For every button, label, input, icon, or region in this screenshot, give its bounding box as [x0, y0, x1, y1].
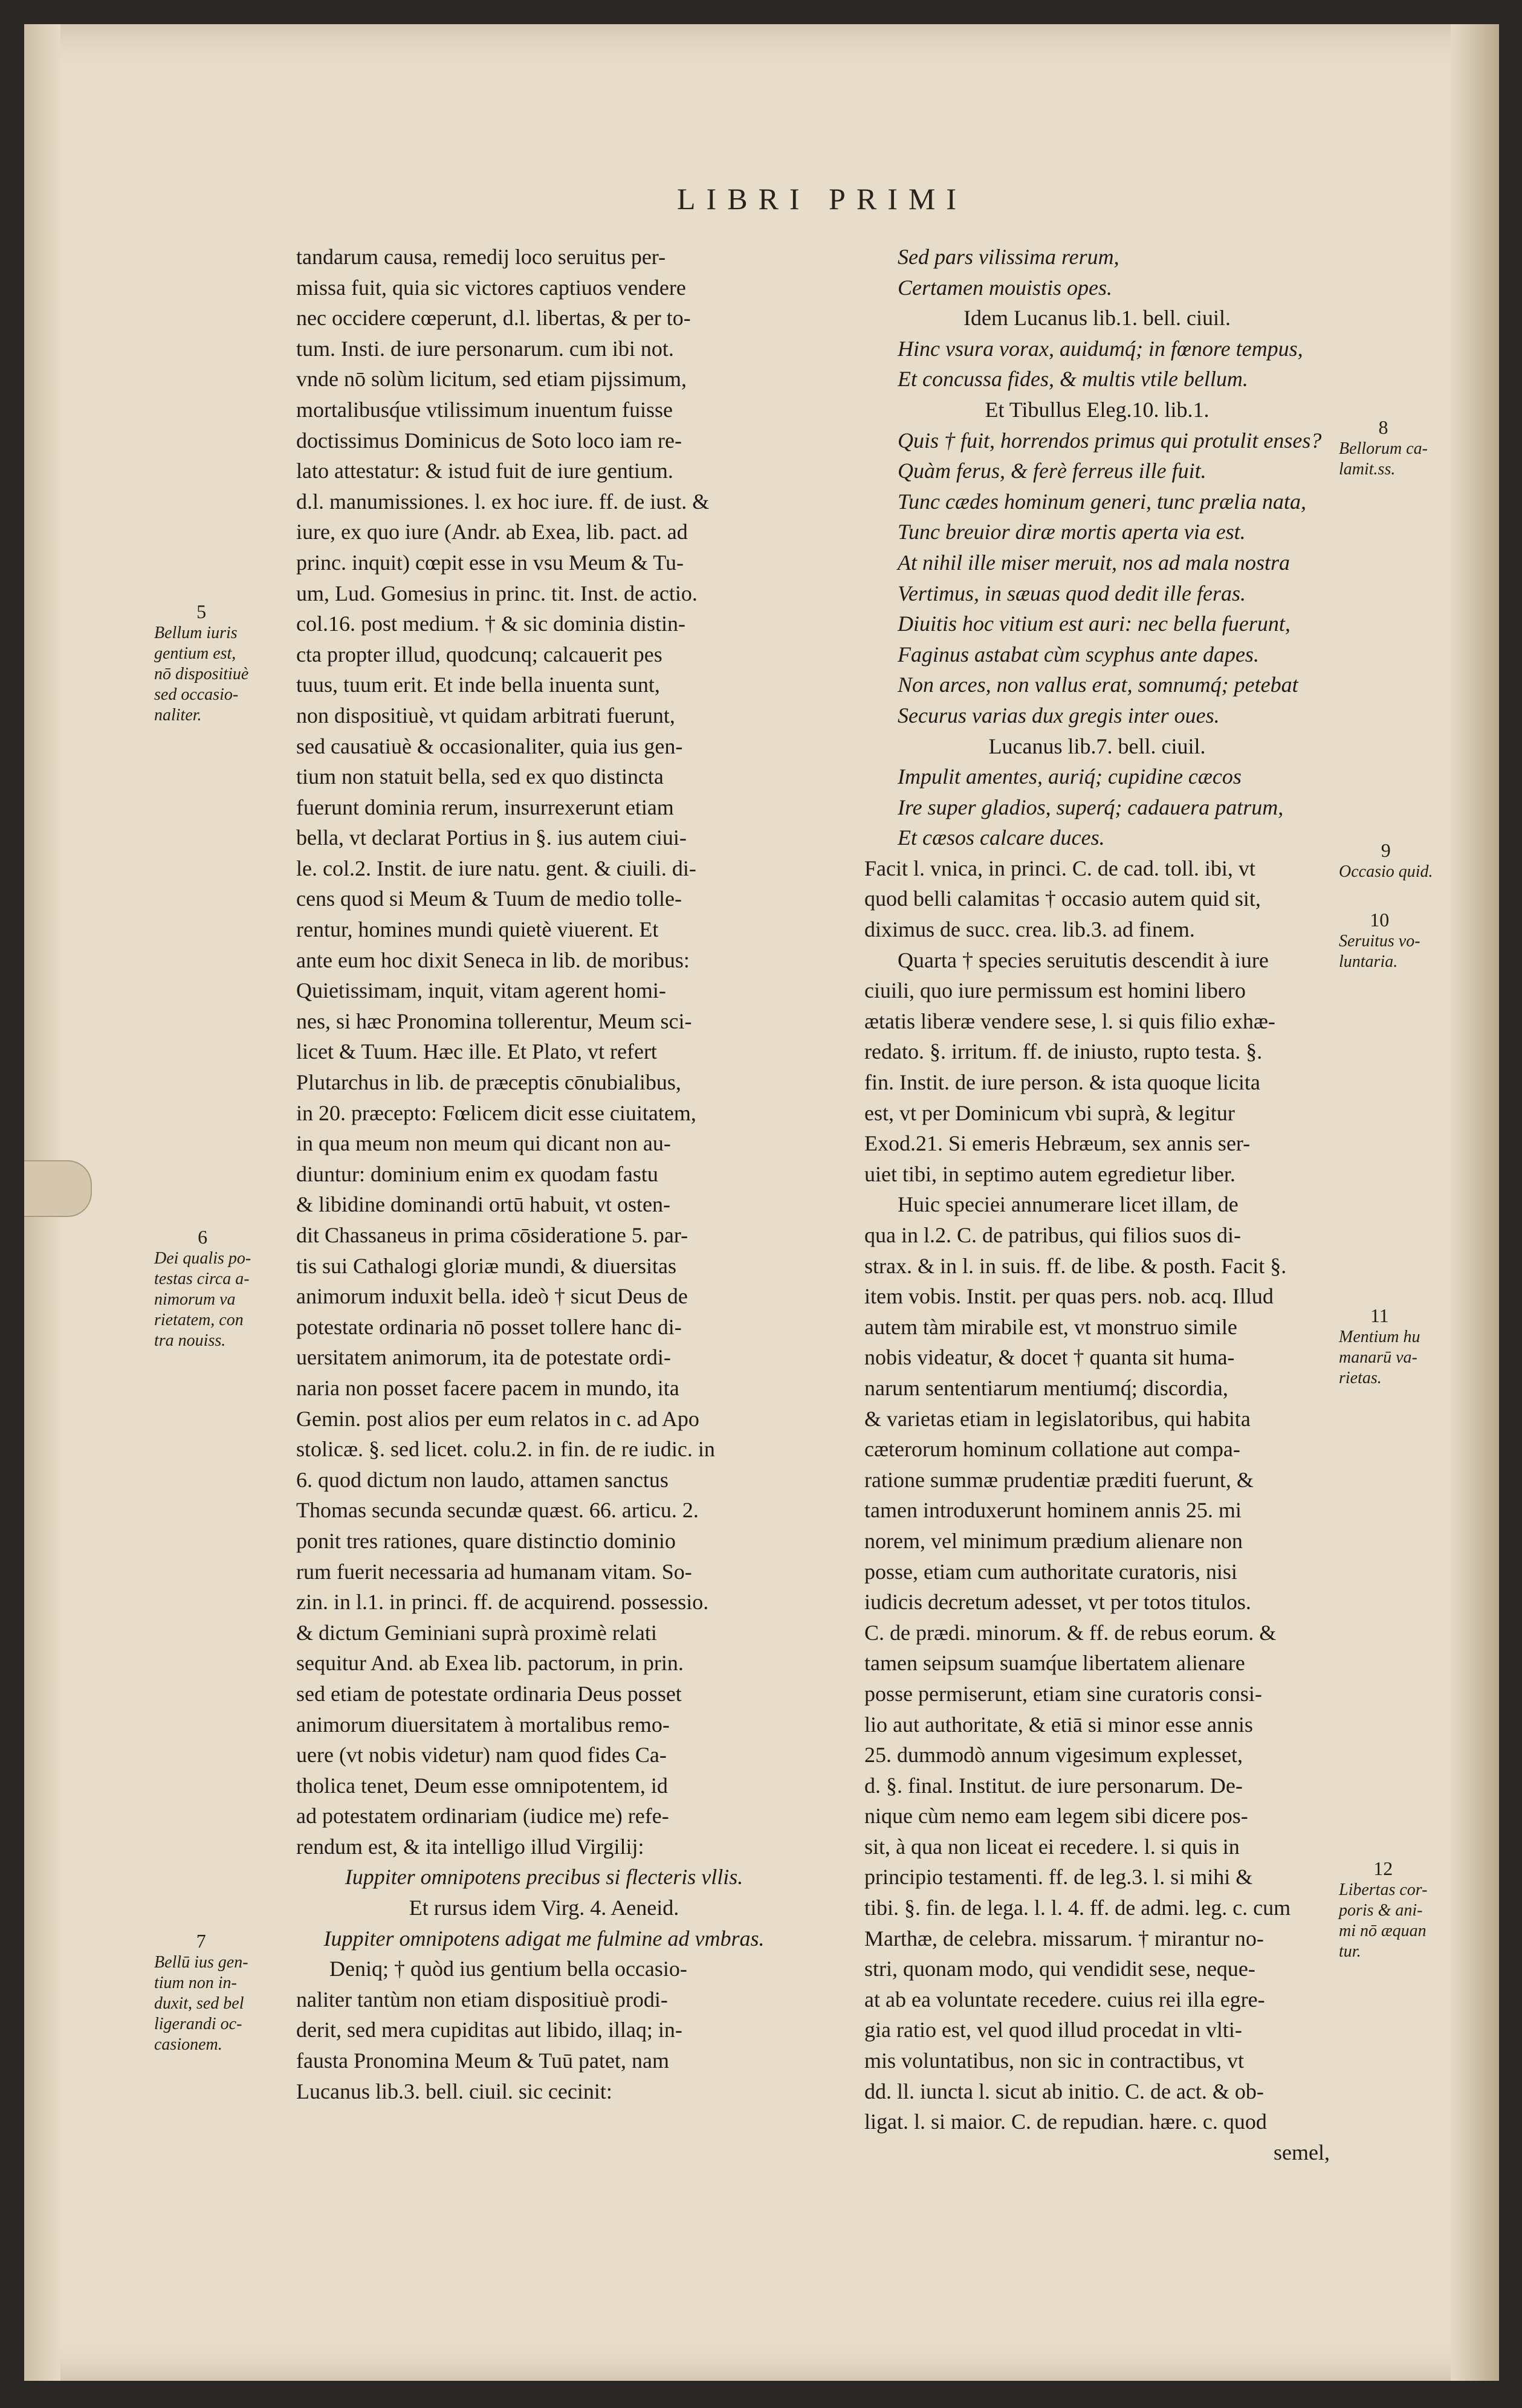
- left-column-line: le. col.2. Instit. de iure natu. gent. & ciuili. di-: [296, 856, 696, 880]
- margin-note-line: duxit, sed bel: [154, 1994, 244, 2013]
- right-column-line: Et concussa fides, & multis vtile bellum.: [898, 367, 1248, 392]
- left-column-line: col.16. post medium. † & sic dominia distin-: [296, 612, 685, 636]
- right-column-line: Tunc breuior diræ mortis aperta via est.: [898, 520, 1246, 544]
- right-column-line: gia ratio est, vel quod illud procedat in vlti-: [864, 2018, 1242, 2042]
- margin-note-10: [1339, 909, 1420, 972]
- left-column-line: in 20. præcepto: Fœlicem dicit esse ciuitatem,: [296, 1100, 696, 1125]
- right-column-line: Tunc cædes hominum generi, tunc prælia nata,: [898, 489, 1306, 514]
- left-column-line: Iuppiter omnipotens adigat me fulmine ad vmbras.: [323, 1926, 765, 1951]
- right-column-line: Quarta † species seruitutis descendit à iure: [898, 947, 1269, 972]
- right-column-line: narum sententiarum mentiumq́; discordia,: [864, 1375, 1228, 1400]
- right-column-line: Et cæsos calcare duces.: [898, 825, 1105, 850]
- left-column-line: vnde nō solùm licitum, sed etiam pijssimum,: [296, 367, 687, 392]
- right-column-line: dd. ll. iuncta l. sicut ab initio. C. de act. & ob-: [864, 2079, 1264, 2103]
- margin-note-line: ligerandi oc-: [154, 2015, 242, 2033]
- margin-note-12: [1339, 1858, 1427, 1962]
- left-column-line: 6. quod dictum non laudo, attamen sanctus: [296, 1467, 669, 1492]
- left-column-line: nes, si hæc Pronomina tollerentur, Meum sci-: [296, 1009, 692, 1033]
- margin-note-9: [1339, 840, 1433, 882]
- right-column-line: norem, vel minimum prædium alienare non: [864, 1528, 1243, 1553]
- margin-note-line: mi nō æquan: [1339, 1922, 1426, 1940]
- right-column-line: item vobis. Instit. per quas pers. nob. acq. Illud: [864, 1284, 1274, 1309]
- left-column-line: naliter tantùm non etiam dispositiuè prodi-: [296, 1987, 668, 2012]
- margin-note-line: Seruitus vo-: [1339, 932, 1420, 951]
- left-column-line: cens quod si Meum & Tuum de medio tolle-: [296, 886, 682, 911]
- left-column-line: rum fuerit necessaria ad humanam vitam. So-: [296, 1559, 692, 1584]
- right-column-line: Idem Lucanus lib.1. bell. ciuil.: [963, 306, 1231, 331]
- left-column-line: d.l. manumissiones. l. ex hoc iure. ff. de iust. &: [296, 489, 710, 514]
- left-column-line: Et rursus idem Virg. 4. Aeneid.: [409, 1896, 679, 1920]
- right-column-line: ligat. l. si maior. C. de repudian. hære. c. quod: [864, 2109, 1267, 2134]
- right-column-line: qua in l.2. C. de patribus, qui filios suos di-: [864, 1223, 1241, 1247]
- right-column-line: Hinc vsura vorax, auidumq́; in fœnore tempus,: [898, 336, 1303, 361]
- left-column-line: Gemin. post alios per eum relatos in c. ad Apo: [296, 1406, 699, 1431]
- left-column-line: ponit tres rationes, quare distinctio dominio: [296, 1528, 676, 1553]
- margin-note-line: nō dispositiuè: [154, 665, 249, 683]
- margin-note-line: Dei qualis po-: [154, 1249, 251, 1268]
- right-column-line: & varietas etiam in legislatoribus, qui habita: [864, 1406, 1251, 1431]
- left-column-line: iure, ex quo iure (Andr. ab Exea, lib. pact. ad: [296, 520, 688, 544]
- page-edge-right: [1451, 24, 1499, 2381]
- margin-note-line: tra nouiss.: [154, 1331, 226, 1350]
- right-column-line: quod belli calamitas † occasio autem quid sit,: [864, 886, 1261, 911]
- margin-note-number: 9: [1381, 839, 1391, 861]
- left-column-line: mortalibusq́ue vtilissimum inuentum fuisse: [296, 397, 673, 422]
- margin-note-line: Bellum iuris: [154, 624, 238, 642]
- margin-note-number: 6: [198, 1226, 208, 1248]
- right-column-line: posse permiserunt, etiam sine curatoris consi-: [864, 1681, 1262, 1706]
- margin-note-line: Mentium hu: [1339, 1328, 1420, 1346]
- margin-note-line: Libertas cor-: [1339, 1880, 1428, 1899]
- left-column-line: tuus, tuum erit. Et inde bella inuenta sunt,: [296, 673, 660, 697]
- right-column-line: Securus varias dux gregis inter oues.: [898, 703, 1220, 728]
- left-column-line: sequitur And. ab Exea lib. pactorum, in prin.: [296, 1651, 684, 1676]
- left-column-line: rentur, homines mundi quietè viuerent. Et: [296, 917, 659, 942]
- left-column-line: Deniq; † quòd ius gentium bella occasio-: [329, 1957, 687, 1981]
- right-column-line: mis voluntatibus, non sic in contractibus, vt: [864, 2048, 1244, 2073]
- right-column-line: Impulit amentes, auriq́; cupidine cæcos: [898, 764, 1242, 789]
- right-column-line: fin. Instit. de iure person. & ista quoque licita: [864, 1070, 1260, 1095]
- left-column-line: uere (vt nobis videtur) nam quod fides Ca-: [296, 1743, 667, 1767]
- left-column-line: nec occidere cœperunt, d.l. libertas, & per to-: [296, 306, 691, 331]
- margin-note-7: [154, 1931, 248, 2055]
- margin-note-line: manarū va-: [1339, 1348, 1417, 1367]
- right-column-line: cæterorum hominum collatione aut compa-: [864, 1437, 1240, 1462]
- right-column-line: tamen introduxerunt hominem annis 25. mi: [864, 1498, 1242, 1523]
- left-column-line: tholica tenet, Deum esse omnipotentem, id: [296, 1773, 668, 1798]
- right-column-line: uiet tibi, in septimo autem egredietur liber.: [864, 1161, 1235, 1186]
- left-column-line: naria non posset facere pacem in mundo, ita: [296, 1375, 679, 1400]
- margin-note-line: Bellū ius gen-: [154, 1953, 248, 1972]
- right-column-line: Faginus astabat cùm scyphus ante dapes.: [898, 642, 1259, 667]
- margin-note-line: nimorum va: [154, 1290, 236, 1309]
- left-column-line: sed causatiuè & occasionaliter, quia ius gen-: [296, 734, 683, 758]
- right-column-line: semel,: [1274, 2140, 1330, 2164]
- left-column-line: tis sui Cathalogi gloriæ mundi, & diuersitas: [296, 1253, 676, 1278]
- right-column-line: d. §. final. Institut. de iure personarum. De-: [864, 1773, 1243, 1798]
- left-column-line: rendum est, & ita intelligo illud Virgilij:: [296, 1834, 644, 1859]
- right-column-line: Certamen mouistis opes.: [898, 275, 1112, 300]
- margin-note-line: tur.: [1339, 1942, 1361, 1961]
- right-column-line: iudicis decretum adesset, vt per totos titulos.: [864, 1590, 1251, 1615]
- left-column-line: cta propter illud, quodcunq; calcauerit pes: [296, 642, 662, 667]
- right-column-line: autem tàm mirabile est, vt monstruo simile: [864, 1314, 1237, 1339]
- margin-note-line: poris & ani-: [1339, 1901, 1423, 1920]
- right-column-line: at ab ea voluntate recedere. cuius rei illa egre-: [864, 1987, 1265, 2012]
- right-column-line: Et Tibullus Eleg.10. lib.1.: [985, 397, 1210, 422]
- left-column-line: Iuppiter omnipotens precibus si flecteris vllis.: [345, 1865, 743, 1890]
- left-column-line: Plutarchus in lib. de præceptis cōnubialibus,: [296, 1070, 681, 1095]
- margin-note-line: sed occasio-: [154, 685, 239, 704]
- left-column-line: derit, sed mera cupiditas aut libido, illaq; in-: [296, 2018, 682, 2042]
- margin-note-number: 10: [1370, 909, 1390, 931]
- running-head: LIBRI PRIMI: [677, 182, 967, 216]
- left-column-line: um, Lud. Gomesius in princ. tit. Inst. de actio.: [296, 581, 698, 605]
- right-column: [864, 242, 1330, 2168]
- margin-note-number: 7: [196, 1930, 206, 1952]
- right-column-line: Sed pars vilissima rerum,: [898, 245, 1119, 269]
- margin-note-line: rietas.: [1339, 1369, 1382, 1387]
- margin-note-number: 5: [196, 601, 207, 622]
- right-column-line: diximus de succ. crea. lib.3. ad finem.: [864, 917, 1195, 942]
- left-column-line: lato attestatur: & istud fuit de iure gentium.: [296, 459, 673, 483]
- left-column-line: ad potestatem ordinariam (iudice me) refe-: [296, 1804, 669, 1829]
- left-column-line: Quietissimam, inquit, vitam agerent homi-: [296, 978, 666, 1003]
- right-column-line: At nihil ille miser meruit, nos ad mala nostra: [898, 550, 1290, 575]
- right-column-line: principio testamenti. ff. de leg.3. l. si mihi &: [864, 1865, 1253, 1890]
- margin-note-6: [154, 1227, 251, 1351]
- left-column-line: missa fuit, quia sic victores captiuos vendere: [296, 275, 686, 300]
- left-column-line: fuerunt dominia rerum, insurrexerunt etiam: [296, 795, 674, 819]
- left-column-line: & libidine dominandi ortū habuit, vt osten-: [296, 1192, 670, 1217]
- right-column-line: tamen seipsum suamq́ue libertatem alienare: [864, 1651, 1245, 1676]
- left-column-line: licet & Tuum. Hæc ille. Et Plato, vt refert: [296, 1039, 657, 1064]
- left-column-line: Lucanus lib.3. bell. ciuil. sic cecinit:: [296, 2079, 612, 2103]
- margin-note-line: luntaria.: [1339, 952, 1398, 971]
- right-column-line: sit, à qua non liceat ei recedere. l. si quis in: [864, 1834, 1240, 1859]
- right-column-line: Diuitis hoc vitium est auri: nec bella fuerunt,: [898, 612, 1290, 636]
- right-column-line: lio aut authoritate, & etiā si minor esse annis: [864, 1712, 1253, 1737]
- margin-note-line: testas circa a-: [154, 1270, 250, 1288]
- right-column-line: nobis videatur, & docet † quanta sit huma-: [864, 1345, 1235, 1370]
- margin-note-5: [154, 601, 248, 726]
- left-column: [296, 242, 792, 2106]
- right-column-line: Vertimus, in sæuas quod dedit ille feras.: [898, 581, 1246, 605]
- right-column-line: Ire super gladios, superq́; cadauera patrum,: [898, 795, 1284, 819]
- margin-note-line: tium non in-: [154, 1974, 237, 1992]
- left-column-line: fausta Pronomina Meum & Tuū patet, nam: [296, 2048, 669, 2073]
- margin-note-line: Bellorum ca-: [1339, 439, 1428, 458]
- margin-note-line: Occasio quid.: [1339, 862, 1433, 881]
- left-column-line: stolicæ. §. sed licet. colu.2. in fin. de re iudic. in: [296, 1437, 715, 1462]
- right-column-line: 25. dummodò annum vigesimum explesset,: [864, 1743, 1243, 1767]
- left-column-line: & dictum Geminiani suprà proximè relati: [296, 1620, 657, 1645]
- left-column-line: tium non statuit bella, sed ex quo distincta: [296, 764, 664, 789]
- book-clasp: [24, 1160, 92, 1217]
- left-column-line: princ. inquit) cœpit esse in vsu Meum & Tu-: [296, 550, 684, 575]
- right-column-line: nique cùm nemo eam legem sibi dicere pos-: [864, 1804, 1248, 1829]
- left-column-line: diuntur: dominium enim ex quodam fastu: [296, 1161, 658, 1186]
- margin-note-number: 12: [1373, 1858, 1393, 1879]
- left-column-line: tandarum causa, remedij loco seruitus per-: [296, 245, 666, 269]
- right-column-line: Non arces, non vallus erat, somnumq́; petebat: [898, 673, 1298, 697]
- margin-note-line: lamit.ss.: [1339, 460, 1396, 479]
- left-column-line: bella, vt declarat Portius in §. ius autem ciui-: [296, 825, 687, 850]
- margin-note-number: 8: [1378, 416, 1388, 438]
- left-column-line: non dispositiuè, vt quidam arbitrati fuerunt,: [296, 703, 675, 728]
- right-column-line: C. de prædi. minorum. & ff. de rebus eorum. &: [864, 1620, 1277, 1645]
- right-column-line: ciuili, quo iure permissum est homini libero: [864, 978, 1246, 1003]
- right-column-line: strax. & in l. in suis. ff. de libe. & posth. Facit §.: [864, 1253, 1287, 1278]
- margin-note-line: gentium est,: [154, 644, 236, 663]
- right-column-line: ratione summæ prudentiæ præditi fuerunt, &: [864, 1467, 1254, 1492]
- left-column-line: in qua meum non meum qui dicant non au-: [296, 1131, 671, 1156]
- right-column-line: posse, etiam cum authoritate curatoris, nisi: [864, 1559, 1237, 1584]
- left-column-line: Thomas secunda secundæ quæst. 66. articu. 2.: [296, 1498, 699, 1523]
- margin-note-number: 11: [1370, 1305, 1389, 1326]
- left-column-line: tum. Insti. de iure personarum. cum ibi not.: [296, 336, 674, 361]
- margin-note-8: [1339, 417, 1428, 480]
- left-column-line: animorum induxit bella. ideò † sicut Deus de: [296, 1284, 688, 1309]
- right-column-line: tibi. §. fin. de lega. l. l. 4. ff. de admi. leg. c. cum: [864, 1896, 1291, 1920]
- left-column-line: ante eum hoc dixit Seneca in lib. de moribus:: [296, 947, 690, 972]
- left-column-line: uersitatem animorum, ita de potestate ordi-: [296, 1345, 671, 1370]
- left-column-line: sed etiam de potestate ordinaria Deus posset: [296, 1681, 682, 1706]
- right-column-line: Huic speciei annumerare licet illam, de: [898, 1192, 1239, 1217]
- left-column-line: doctissimus Dominicus de Soto loco iam re-: [296, 428, 682, 453]
- margin-note-11: [1339, 1305, 1420, 1389]
- margin-note-line: naliter.: [154, 706, 202, 725]
- left-column-line: animorum diuersitatem à mortalibus remo-: [296, 1712, 670, 1737]
- right-column-line: Quàm ferus, & ferè ferreus ille fuit.: [898, 459, 1206, 483]
- right-column-line: Exod.21. Si emeris Hebræum, sex annis ser-: [864, 1131, 1251, 1156]
- margin-note-line: casionem.: [154, 2035, 222, 2054]
- left-column-line: dit Chassaneus in prima cōsideratione 5. par-: [296, 1223, 688, 1247]
- right-column-line: ætatis liberæ vendere sese, l. si quis filio exhæ-: [864, 1009, 1275, 1033]
- right-column-line: Quis † fuit, horrendos primus qui protulit enses?: [898, 428, 1322, 453]
- right-column-line: stri, quonam modo, qui vendidit sese, neque-: [864, 1957, 1255, 1981]
- right-column-line: Marthæ, de celebra. missarum. † mirantur no-: [864, 1926, 1264, 1951]
- left-column-line: zin. in l.1. in princi. ff. de acquirend. possessio.: [296, 1590, 709, 1615]
- margin-note-line: rietatem, con: [154, 1311, 244, 1329]
- right-column-line: redato. §. irritum. ff. de iniusto, rupto testa. §.: [864, 1039, 1263, 1064]
- left-column-line: potestate ordinaria nō posset tollere hanc di-: [296, 1314, 682, 1339]
- right-column-line: Facit l. vnica, in princi. C. de cad. toll. ibi, vt: [864, 856, 1255, 880]
- right-column-line: Lucanus lib.7. bell. ciuil.: [988, 734, 1206, 758]
- right-column-line: est, vt per Dominicum vbi suprà, & legitur: [864, 1100, 1235, 1125]
